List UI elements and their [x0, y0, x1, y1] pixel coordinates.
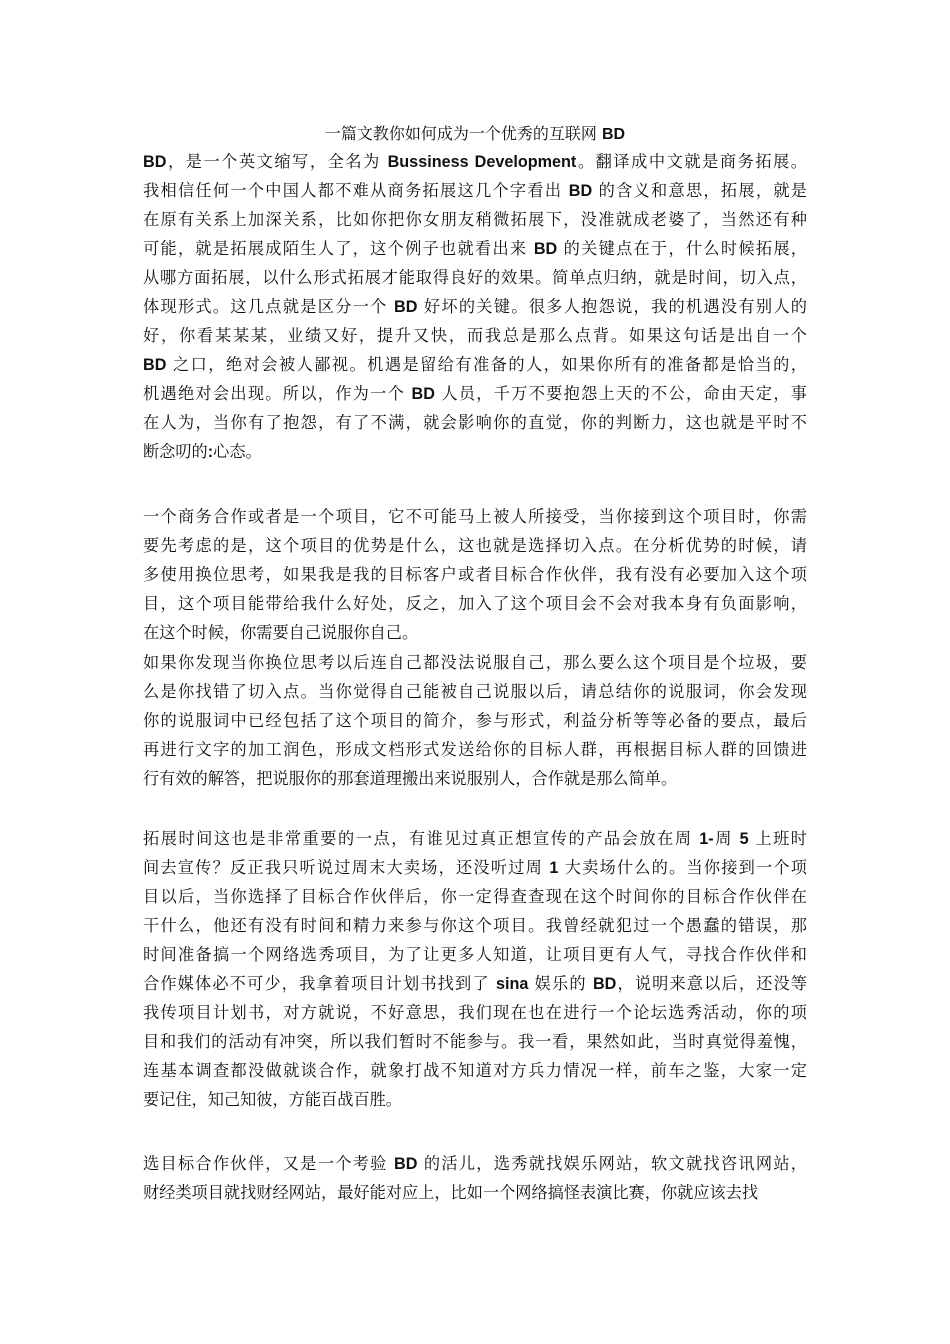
text-line: 从哪方面拓展，以什么形式拓展才能取得良好的效果。简单点归纳，就是时间，切入点，	[143, 268, 807, 287]
text-line: 拓展时间这也是非常重要的一点，有谁见过真正想宣传的产品会放在周 1-周 5 上班时	[143, 829, 807, 848]
paragraph	[143, 502, 807, 647]
paragraph	[143, 147, 807, 466]
text-line: 间去宣传？反正我只听说过周末大卖场，还没听过周 1 大卖场什么的。当你接到一个项	[143, 858, 807, 877]
text-line: 在原有关系上加深关系，比如你把你女朋友稍微拓展下，没准就成老婆了，当然还有种	[143, 210, 807, 229]
text-line: 财经类项目就找财经网站，最好能对应上，比如一个网络搞怪表演比赛，你就应该去找	[143, 1183, 759, 1202]
text-line: 在人为，当你有了抱怨，有了不满，就会影响你的直觉，你的判断力，这也就是平时不	[143, 413, 807, 432]
text-line: 体现形式。这几点就是区分一个 BD 好坏的关键。很多人抱怨说，我的机遇没有别人的	[143, 297, 807, 316]
text-line: 可能，就是拓展成陌生人了，这个例子也就看出来 BD 的关键点在于，什么时候拓展，	[143, 239, 807, 258]
paragraph	[143, 1149, 807, 1207]
text-line: 好，你看某某某，业绩又好，提升又快，而我总是那么点背。如果这句话是出自一个	[143, 326, 807, 345]
text-line: 我传项目计划书，对方就说，不好意思，我们现在也在进行一个论坛选秀活动，你的项	[143, 1003, 807, 1022]
text-line: 连基本调查都没做就谈合作，就象打战不知道对方兵力情况一样，前车之鉴，大家一定	[143, 1061, 807, 1080]
text-line: 选目标合作伙伴，又是一个考验 BD 的活儿，选秀就找娱乐网站，软文就找咨讯网站，	[143, 1154, 807, 1173]
text-line: 我相信任何一个中国人都不难从商务拓展这几个字看出 BD 的含义和意思，拓展，就是	[143, 181, 807, 200]
text-line: 么是你找错了切入点。当你觉得自己能被自己说服以后，请总结你的说服词，你会发现	[143, 682, 807, 701]
text-line: 一个商务合作或者是一个项目，它不可能马上被人所接受，当你接到这个项目时，你需	[143, 507, 807, 526]
text-line: BD 之口，绝对会被人鄙视。机遇是留给有准备的人，如果你所有的准备都是恰当的，	[143, 355, 807, 374]
text-line: 目，这个项目能带给我什么好处，反之，加入了这个项目会不会对我本身有负面影响，	[143, 594, 807, 613]
text-line: 断念叨的:心态。	[143, 442, 262, 461]
text-line: 行有效的解答，把说服你的那套道理搬出来说服别人，合作就是那么简单。	[143, 769, 678, 788]
text-line: 时间准备搞一个网络选秀项目，为了让更多人知道，让项目更有人气，寻找合作伙伴和	[143, 945, 807, 964]
text-line: 再进行文字的加工润色，形成文档形式发送给你的目标人群，再根据目标人群的回馈进	[143, 740, 807, 759]
text-line: 要记住，知己知彼，方能百战百胜。	[143, 1090, 402, 1109]
text-line: 如果你发现当你换位思考以后连自己都没法说服自己，那么要么这个项目是个垃圾，要	[143, 653, 807, 672]
text-line: 要先考虑的是，这个项目的优势是什么，这也就是选择切入点。在分析优势的时候，请	[143, 536, 807, 555]
text-line: 机遇绝对会出现。所以，作为一个 BD 人员，千万不要抱怨上天的不公，命由天定，事	[143, 384, 807, 403]
text-line: BD，是一个英文缩写，全名为 Bussiness Development。翻译成中文就是商务拓展。	[143, 152, 807, 171]
document-title: 一篇文教你如何成为一个优秀的互联网 BD	[324, 124, 626, 143]
text-line: 多使用换位思考，如果我是我的目标客户或者目标合作伙伴，我有没有必要加入这个项	[143, 565, 807, 584]
text-line: 在这个时候，你需要自己说服你自己。	[143, 623, 419, 642]
text-line: 目和我们的活动有冲突，所以我们暂时不能参与。我一看，果然如此，当时真觉得羞愧，	[143, 1032, 807, 1051]
text-line: 你的说服词中已经包括了这个项目的简介，参与形式，利益分析等等必备的要点，最后	[143, 711, 807, 730]
paragraph	[143, 824, 807, 1114]
text-line: 目以后，当你选择了目标合作伙伴后，你一定得查查现在这个时间你的目标合作伙伴在	[143, 887, 807, 906]
paragraph	[143, 648, 807, 793]
text-line: 合作媒体必不可少，我拿着项目计划书找到了 sina 娱乐的 BD，说明来意以后，还没等	[143, 974, 807, 993]
text-line: 干什么，他还有没有时间和精力来参与你这个项目。我曾经就犯过一个愚蠢的错误，那	[143, 916, 807, 935]
